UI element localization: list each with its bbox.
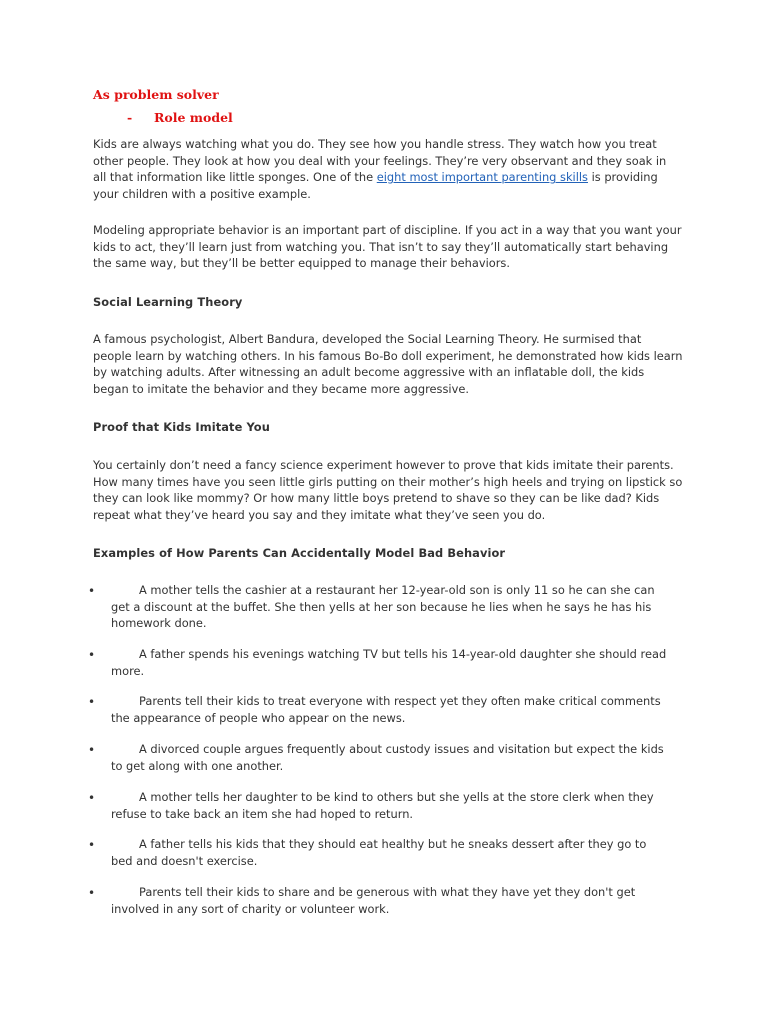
list-item-text: A divorced couple argues frequently about custody issues and visitation but expect the kids to get along with one another. — [111, 742, 664, 773]
bullet-icon: • — [88, 743, 96, 757]
list-item-text: A mother tells the cashier at a restaurant her 12-year-old son is only 11 so he can she can get a discount at the buffet. She then yells at her son because he lies when he says he has his homework done. — [111, 583, 655, 631]
main-heading: As problem solver — [93, 87, 219, 102]
section-heading-examples: Examples of How Parents Can Accidentally Model Bad Behavior — [93, 546, 506, 560]
paragraph-proof: You certainly don’t need a fancy science experiment however to prove that kids imitate their parents. How many times have you seen little girls putting on their mother’s high heels and trying on lipstick so they can look like mommy? Or how many little boys pretend to shave so they can be like dad? Kids repeat what they’ve heard you say and they imitate what they’ve seen you do. — [93, 458, 683, 522]
bullet-icon: • — [88, 791, 96, 805]
list-item-text: Parents tell their kids to share and be generous with what they have yet they don't get involved in any sort of charity or volunteer work. — [111, 885, 636, 916]
paragraph-text-before-link: Kids are always watching what you do. They see how you handle stress. They watch how you treat other people. They look at how you deal with your feelings. They’re very observant and they soak in all that information like little sponges. One of the — [93, 137, 667, 185]
list-item-text: A father spends his evenings watching TV but tells his 14-year-old daughter she should read more. — [111, 647, 667, 678]
paragraph-modeling-behavior: Modeling appropriate behavior is an important part of discipline. If you act in a way that you want your kids to act, they’ll learn just from watching you. That isn’t to say they’ll automatically start behaving the same way, but they’ll be better equipped to manage their behaviors. — [93, 223, 682, 271]
bullet-icon: • — [88, 886, 96, 900]
list-item-text: A mother tells her daughter to be kind to others but she yells at the store clerk when they refuse to take back an item she had hoped to return. — [111, 790, 654, 821]
subheading-dash: - — [127, 110, 133, 125]
paragraph-bandura: A famous psychologist, Albert Bandura, developed the Social Learning Theory. He surmised that people learn by watching others. In his famous Bo-Bo doll experiment, he demonstrated how kids learn by watching adults. After witnessing an adult become aggressive with an inflatable doll, the kids began to imitate the behavior and they became more aggressive. — [93, 332, 683, 396]
bullet-icon: • — [88, 584, 96, 598]
parenting-skills-link[interactable]: eight most important parenting skills — [376, 170, 588, 185]
list-item-text: Parents tell their kids to treat everyone with respect yet they often make critical comments the appearance of people who appear on the news. — [111, 694, 661, 725]
paragraph-text-after-link: is providing your children with a positive example. — [93, 170, 658, 201]
bullet-icon: • — [88, 695, 96, 709]
subheading-role-model: Role model — [154, 110, 233, 125]
bullet-icon: • — [88, 838, 96, 852]
bullet-icon: • — [88, 648, 96, 662]
section-heading-proof: Proof that Kids Imitate You — [93, 420, 270, 434]
list-item-text: A father tells his kids that they should eat healthy but he sneaks dessert after they go to bed and doesn't exercise. — [111, 837, 647, 868]
paragraph-role-model — [93, 136, 683, 202]
section-heading-social-learning: Social Learning Theory — [93, 295, 243, 309]
